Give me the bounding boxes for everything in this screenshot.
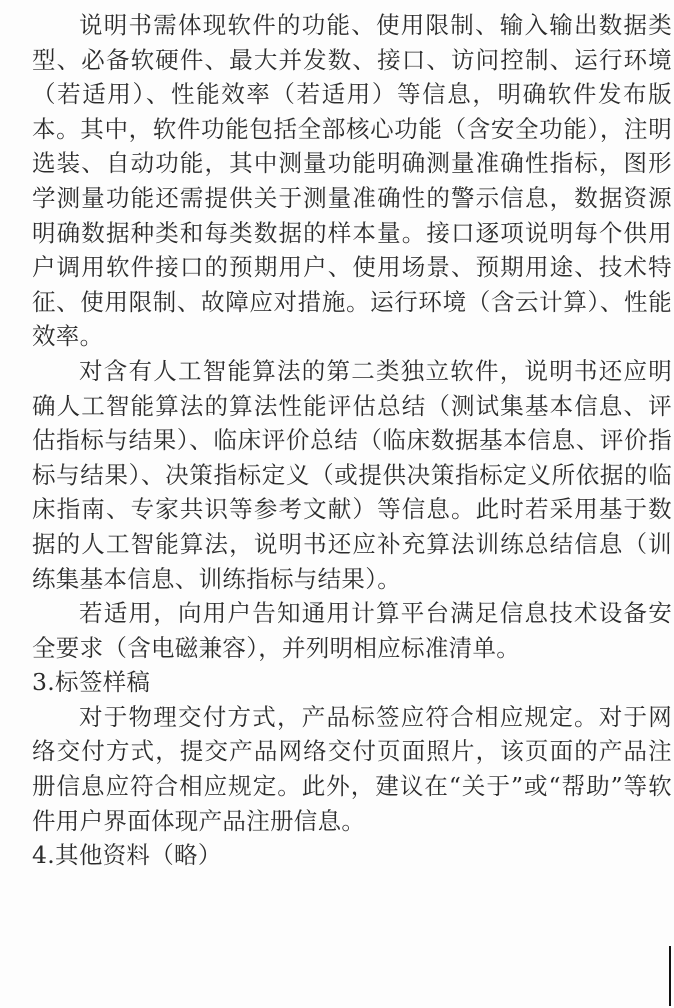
section-heading-label-sample: 3.标签样稿 — [32, 668, 151, 697]
paragraph-manual-requirements: 说明书需体现软件的功能、使用限制、输入输出数据类型、必备软硬件、最大并发数、接口、访问控制、运行环境（若适用）、性能效率（若适用）等信息，明确软件发布版本。其中，软件功能包括全部核心功能（含安全功能），注明选装、自动功能，其中测量功能明确测量准确性指标，图形学测量功能还需提供关于测量准确性的警示信息，数据资源明确数据种类和每类数据的样本量。接口逐项说明每个供用户调用软件接口的预期用户、使用场景、预期用途、技术特征、使用限制、故障应对措施。运行环境（含云计算）、性能效率。 — [32, 11, 672, 351]
paragraph-computing-platform: 若适用，向用户告知通用计算平台满足信息技术设备安全要求（含电磁兼容），并列明相应标准清单。 — [32, 599, 672, 662]
section-heading-other-materials: 4.其他资料（略） — [32, 841, 222, 870]
paragraph-ai-algorithm: 对含有人工智能算法的第二类独立软件，说明书还应明确人工智能算法的算法性能评估总结（测试集基本信息、评估指标与结果）、临床评价总结（临床数据基本信息、评价指标与结果）、决策指标定义（或提供决策指标定义所依据的临床指南、专家共识等参考文献）等信息。此时若采用基于数据的人工智能算法，说明书还应补充算法训练总结信息（训练集基本信息、训练指标与结果）。 — [32, 356, 672, 593]
paragraph-label-requirements: 对于物理交付方式，产品标签应符合相应规定。对于网络交付方式，提交产品网络交付页面照片，该页面的产品注册信息应符合相应规定。此外，建议在“关于”或“帮助”等软件用户界面体现产品注册信息。 — [32, 702, 672, 835]
scan-edge-mark — [669, 946, 671, 1006]
document-body — [32, 8, 672, 873]
